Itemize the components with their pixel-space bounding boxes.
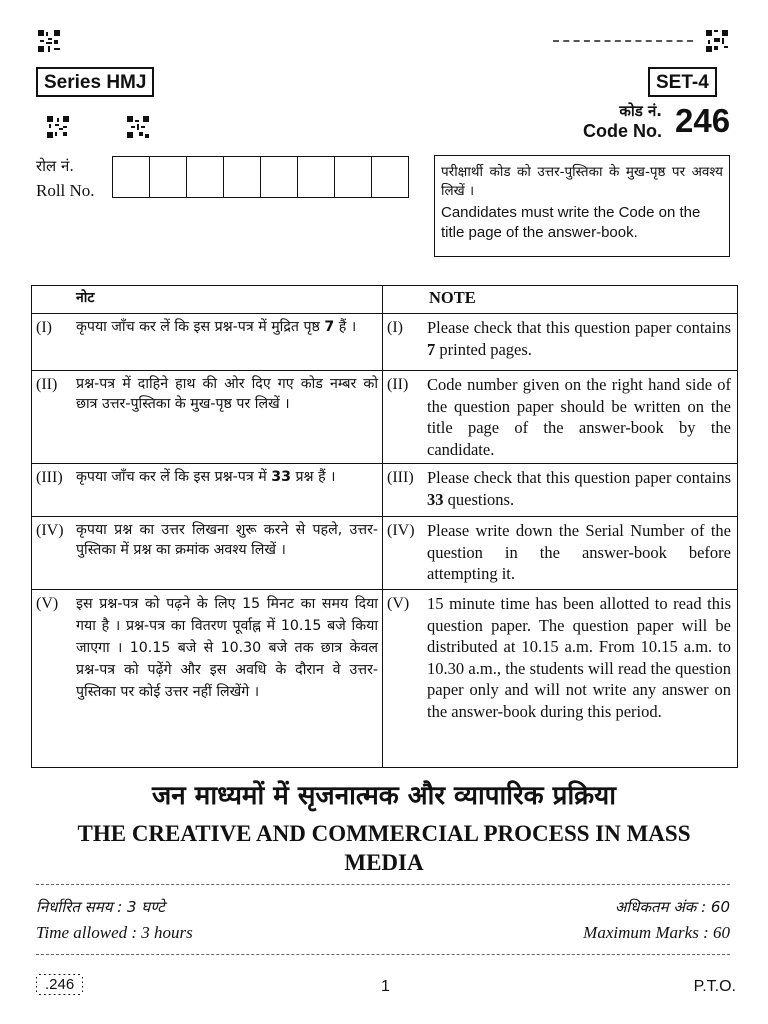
note-number: (II)	[36, 376, 58, 393]
note-text-english: Please check that this question paper contains 7 printed pages.	[427, 318, 731, 359]
roll-digit-box[interactable]	[297, 156, 334, 197]
top-divider	[553, 40, 693, 42]
note-text-hindi: कृपया प्रश्न का उत्तर लिखना शुरू करने से पहले, उत्तर-पुस्तिका में प्रश्न का क्रमांक अवश्य लिखें ।	[76, 522, 378, 558]
candidate-instruction-hindi: परीक्षार्थी कोड को उत्तर-पुस्तिका के मुख-पृष्ठ पर अवश्य लिखें ।	[441, 164, 723, 199]
series-label: Series HMJ	[36, 67, 154, 97]
note-number: (V)	[387, 595, 410, 612]
roll-label-english: Roll No.	[36, 181, 95, 200]
note-row	[32, 314, 738, 371]
code-label-hindi: कोड नं.	[619, 102, 662, 120]
note-text-hindi: कृपया जाँच कर लें कि इस प्रश्न-पत्र में मुद्रित पृष्ठ 7 हैं ।	[76, 319, 357, 335]
roll-digit-box[interactable]	[149, 156, 186, 197]
footer-code: .246	[36, 974, 83, 995]
candidate-instruction-box	[434, 155, 730, 257]
roll-digit-box[interactable]	[112, 156, 149, 197]
notes-header-row	[32, 286, 738, 314]
qr-code-icon	[38, 30, 60, 52]
note-number: (III)	[36, 469, 63, 486]
roll-number-boxes[interactable]	[112, 156, 409, 198]
pto-label: P.T.O.	[693, 978, 736, 995]
note-number: (I)	[387, 319, 403, 336]
note-text-hindi: प्रश्न-पत्र में दाहिने हाथ की ओर दिए गए कोड नम्बर को छात्र उत्तर-पुस्तिका के मुख-पृष्ठ पर लिखें ।	[76, 376, 378, 412]
roll-digit-box[interactable]	[260, 156, 297, 197]
note-number: (I)	[36, 319, 52, 336]
qr-code-icon	[706, 30, 728, 52]
code-label-english: Code No.	[583, 121, 662, 141]
roll-label-hindi: रोल नं.	[36, 157, 75, 175]
time-allowed-hindi: निर्धारित समय : 3 घण्टे	[36, 898, 165, 916]
note-text-english: Please write down the Serial Number of the question in the answer-book before attempting it.	[427, 521, 731, 583]
code-number: 246	[675, 102, 731, 139]
note-row	[32, 464, 738, 517]
note-text-hindi: इस प्रश्न-पत्र को पढ़ने के लिए 15 मिनट का समय दिया गया है । प्रश्न-पत्र का वितरण पूर्वाह्न में 10.15 बजे किया जाएगा । 10.15 बजे से 10.30 बजे तक छात्र केवल प्रश्न-पत्र को पढ़ेंगे और इस अवधि के दौरान वे उत्तर-पुस्तिका पर कोई उत्तर नहीं लिखेंगे ।	[76, 596, 378, 700]
candidate-instruction-english: Candidates must write the Code on the title page of the answer-book.	[441, 204, 701, 241]
note-row	[32, 371, 738, 464]
note-number: (IV)	[36, 522, 64, 539]
note-number: (III)	[387, 469, 414, 486]
note-number: (IV)	[387, 522, 415, 539]
note-row	[32, 517, 738, 590]
notes-heading-hindi: नोट	[76, 290, 95, 306]
note-text-english: Code number given on the right hand side of the question paper should be written on the title page of the answer-book by the candidate.	[427, 375, 731, 459]
set-label: SET-4	[648, 67, 717, 97]
page-number: 1	[381, 978, 390, 995]
paper-title-hindi: जन माध्यमों में सृजनात्मक और व्यापारिक प्रक्रिया	[152, 781, 616, 811]
note-text-hindi: कृपया जाँच कर लें कि इस प्रश्न-पत्र में 33 प्रश्न हैं ।	[76, 469, 336, 485]
max-marks-english: Maximum Marks : 60	[583, 923, 730, 942]
max-marks-hindi: अधिकतम अंक : 60	[614, 898, 730, 916]
qr-code-icon	[127, 116, 149, 138]
note-number: (II)	[387, 376, 409, 393]
notes-heading-english: NOTE	[429, 288, 476, 307]
note-text-english: 15 minute time has been allotted to read this question paper. The question paper will be distributed at 10.15 a.m. From 10.15 a.m. to 10.30 a.m., the students will read the question paper only and will not write any answer on the answer-book during this period.	[427, 594, 731, 721]
paper-title-english: THE CREATIVE AND COMMERCIAL PROCESS IN MASS MEDIA	[77, 821, 691, 875]
divider-line	[36, 954, 730, 955]
roll-digit-box[interactable]	[186, 156, 223, 197]
roll-digit-box[interactable]	[334, 156, 371, 197]
roll-digit-box[interactable]	[223, 156, 260, 197]
note-number: (V)	[36, 595, 59, 612]
note-row	[32, 590, 738, 768]
time-allowed-english: Time allowed : 3 hours	[36, 923, 193, 942]
qr-code-icon	[47, 116, 69, 138]
notes-table	[31, 285, 738, 768]
roll-digit-box[interactable]	[371, 156, 409, 197]
divider-line	[36, 884, 730, 885]
note-text-english: Please check that this question paper contains 33 questions.	[427, 468, 731, 509]
